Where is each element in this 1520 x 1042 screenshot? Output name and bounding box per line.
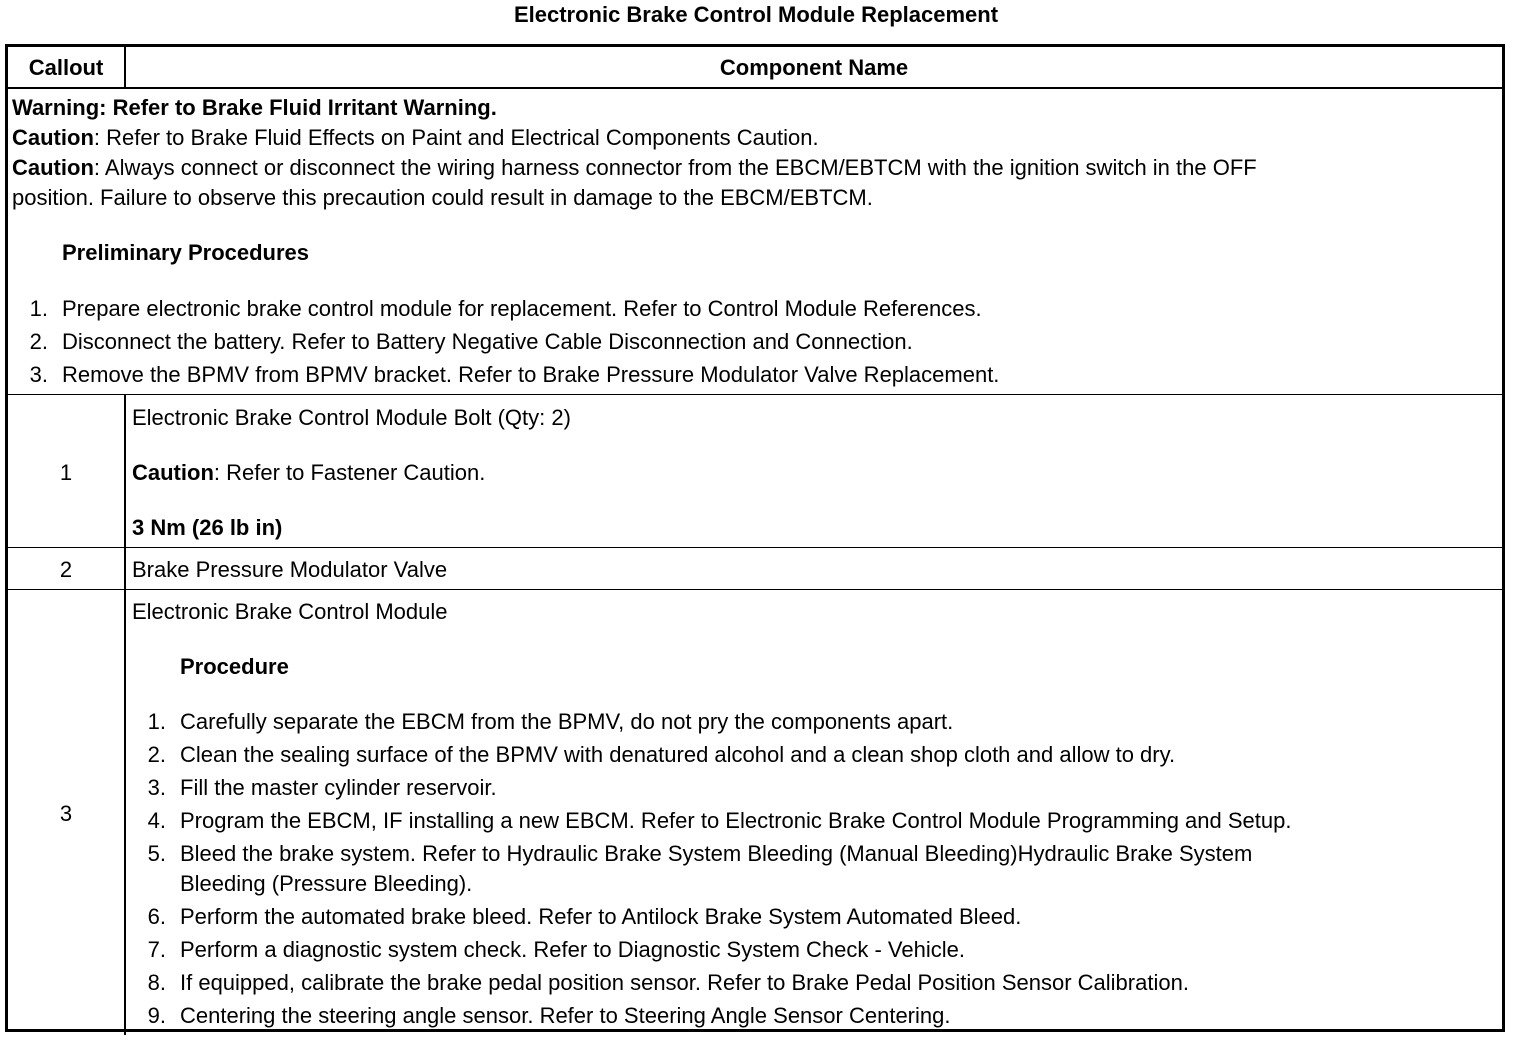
step-number: 2. — [29, 329, 48, 354]
component-name: Electronic Brake Control Module Bolt (Qty: 2) — [132, 405, 571, 430]
step-number: 9. — [147, 1003, 166, 1028]
procedure-table — [5, 44, 1505, 1032]
step-number: 1. — [147, 709, 166, 734]
fastener-caution — [132, 460, 485, 486]
step-text: Fill the master cylinder reservoir. — [180, 775, 497, 800]
torque-spec: 3 Nm (26 lb in) — [132, 515, 283, 540]
caution-text: : Refer to Fastener Caution. — [213, 460, 486, 485]
step-number: 3. — [147, 775, 166, 800]
header-callout: Callout — [28, 55, 104, 80]
step-number: 4. — [147, 808, 166, 833]
step-text: Bleeding (Pressure Bleeding). — [180, 871, 473, 896]
step-text: Perform a diagnostic system check. Refer to Diagnostic System Check - Vehicle. — [180, 937, 965, 962]
caution-line-paint — [12, 123, 1496, 153]
divider — [8, 589, 1502, 590]
step-text: Bleed the brake system. Refer to Hydraulic Brake System Bleeding (Manual Bleeding)Hydraulic Brake System — [180, 841, 1253, 866]
divider — [8, 394, 1502, 395]
caution-label: Caution — [12, 155, 94, 180]
divider — [8, 547, 1502, 548]
warning-line — [12, 93, 1496, 123]
step-text: If equipped, calibrate the brake pedal position sensor. Refer to Brake Pedal Position Sensor Calibration. — [180, 970, 1189, 995]
divider — [124, 47, 126, 89]
step-number: 5. — [147, 841, 166, 866]
caution-line-harness — [12, 153, 1496, 183]
step-number: 7. — [147, 937, 166, 962]
caution-text: : Always connect or disconnect the wiring harness connector from the EBCM/EBTCM with the ignition switch in the OFF — [93, 155, 1257, 180]
step-text: Perform the automated brake bleed. Refer to Antilock Brake System Automated Bleed. — [180, 904, 1022, 929]
step-number: 6. — [147, 904, 166, 929]
procedure-heading: Procedure — [180, 654, 289, 679]
caution-line-harness-cont — [12, 183, 1496, 213]
page-title: Electronic Brake Control Module Replacement — [513, 2, 999, 27]
component-name: Brake Pressure Modulator Valve — [132, 557, 448, 582]
caution-label: Caution — [12, 125, 94, 150]
component-name: Electronic Brake Control Module — [132, 599, 448, 624]
step-text: Disconnect the battery. Refer to Battery Negative Cable Disconnection and Connection. — [62, 329, 913, 354]
warning-label: Warning: — [12, 95, 107, 120]
step-number: 2. — [147, 742, 166, 767]
divider — [8, 87, 1502, 89]
header-component-name: Component Name — [719, 55, 909, 80]
step-number: 8. — [147, 970, 166, 995]
step-number: 3. — [29, 362, 48, 387]
step-text: Centering the steering angle sensor. Refer to Steering Angle Sensor Centering. — [180, 1003, 951, 1028]
caution-label: Caution — [132, 460, 214, 485]
step-text: Program the EBCM, IF installing a new EBCM. Refer to Electronic Brake Control Module Programming and Setup. — [180, 808, 1292, 833]
step-text: Carefully separate the EBCM from the BPMV, do not pry the components apart. — [180, 709, 954, 734]
step-text: Clean the sealing surface of the BPMV with denatured alcohol and a clean shop cloth and allow to dry. — [180, 742, 1176, 767]
step-text: Prepare electronic brake control module for replacement. Refer to Control Module References. — [62, 296, 982, 321]
step-text: Remove the BPMV from BPMV bracket. Refer to Brake Pressure Modulator Valve Replacement. — [62, 362, 1000, 387]
callout-number: 3 — [59, 801, 73, 826]
preliminary-heading: Preliminary Procedures — [62, 240, 310, 265]
caution-text: position. Failure to observe this precaution could result in damage to the EBCM/EBTCM. — [12, 185, 873, 210]
callout-number: 1 — [59, 460, 73, 485]
step-number: 1. — [29, 296, 48, 321]
warning-text: Refer to Brake Fluid Irritant Warning. — [106, 95, 497, 120]
caution-text: : Refer to Brake Fluid Effects on Paint and Electrical Components Caution. — [93, 125, 819, 150]
callout-number: 2 — [59, 557, 73, 582]
